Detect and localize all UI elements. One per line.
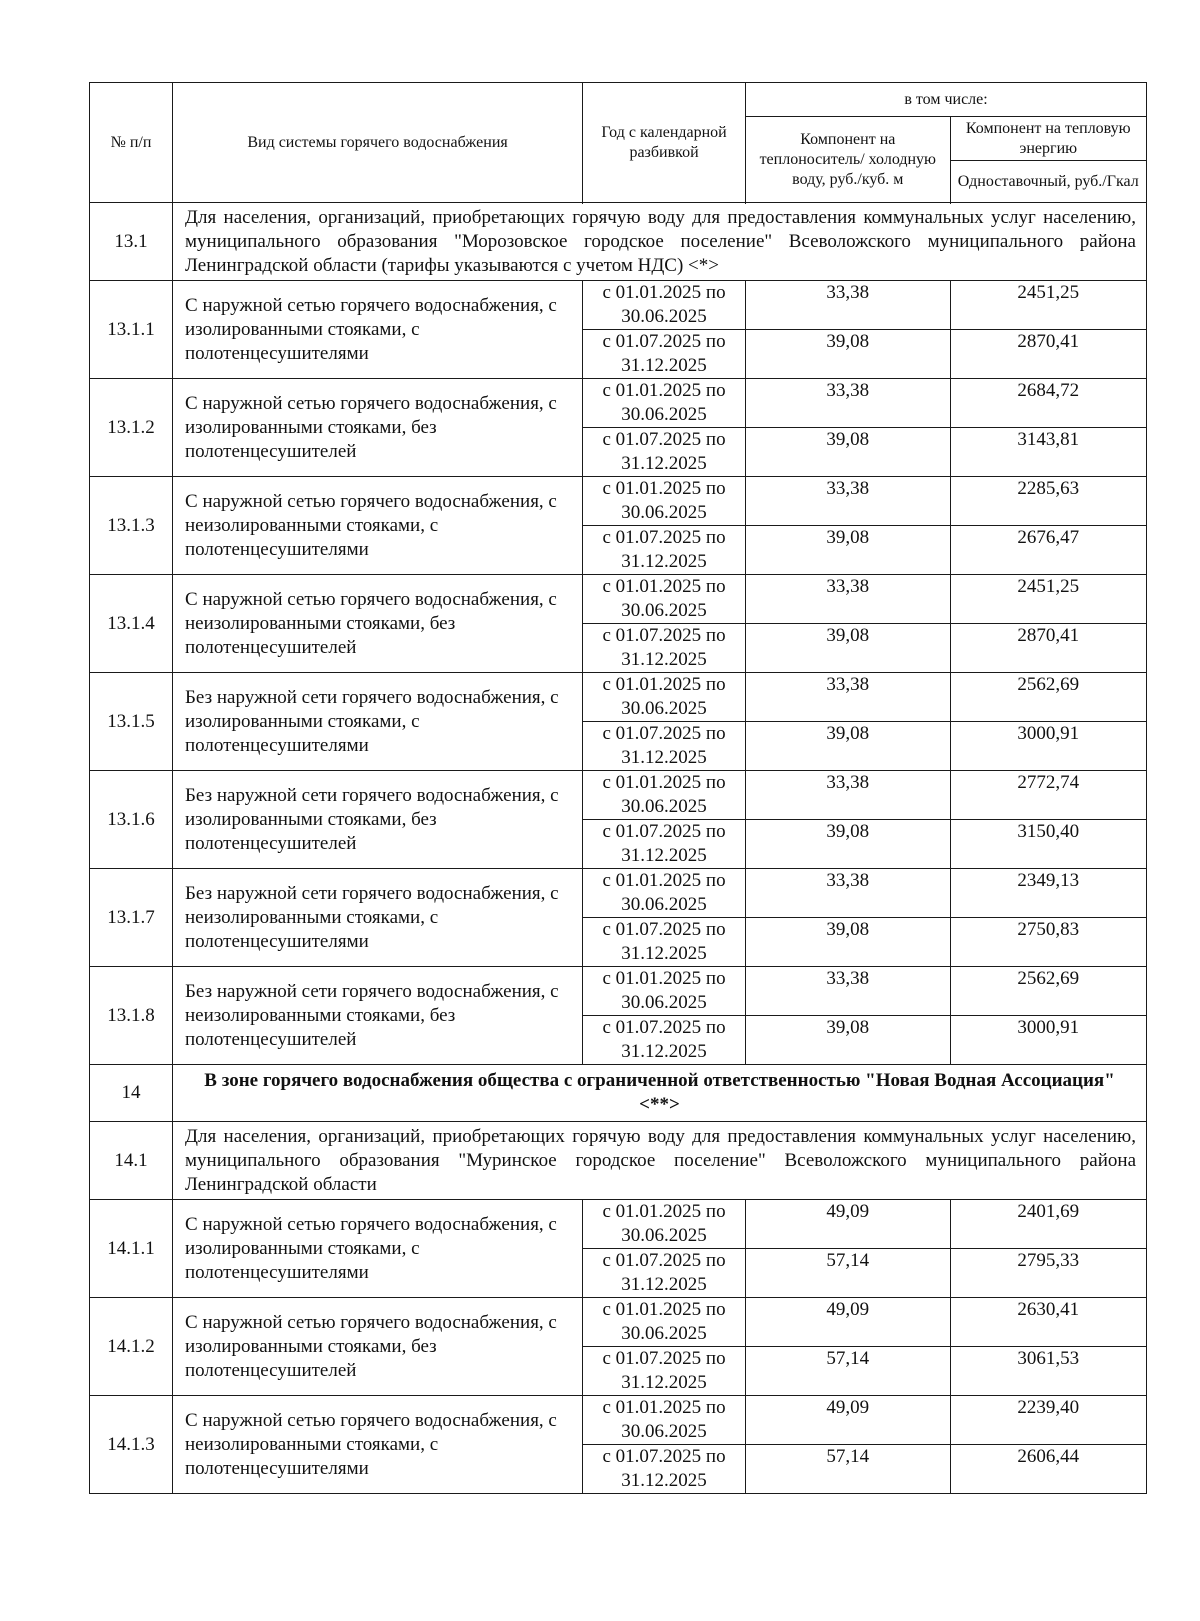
period-cell: с 01.01.2025 по 30.06.2025 — [583, 1298, 746, 1347]
energy-value: 2772,74 — [950, 771, 1146, 820]
coolant-value: 57,14 — [746, 1347, 951, 1396]
coolant-value: 33,38 — [746, 771, 951, 820]
header-row — [90, 83, 1147, 117]
header-coolant: Компонент на теплоноситель/ холодную воду, руб./куб. м — [746, 117, 951, 203]
coolant-value: 39,08 — [746, 330, 951, 379]
period-cell: с 01.01.2025 по 30.06.2025 — [583, 673, 746, 722]
row-number: 14.1.3 — [90, 1396, 173, 1494]
header-num: № п/п — [90, 83, 173, 203]
coolant-value: 33,38 — [746, 967, 951, 1016]
table-row — [90, 575, 1147, 624]
period-cell: с 01.01.2025 по 30.06.2025 — [583, 379, 746, 428]
energy-value: 2285,63 — [950, 477, 1146, 526]
row-description: Без наружной сети горячего водоснабжения, с изолированными стояками, с полотенцесушителями — [173, 673, 583, 771]
coolant-value: 33,38 — [746, 575, 951, 624]
group-number: 14.1 — [90, 1122, 173, 1200]
energy-value: 3143,81 — [950, 428, 1146, 477]
period-cell: с 01.07.2025 по 31.12.2025 — [583, 526, 746, 575]
coolant-value: 49,09 — [746, 1200, 951, 1249]
table-row — [90, 281, 1147, 330]
coolant-value: 33,38 — [746, 379, 951, 428]
group-row — [90, 1122, 1147, 1200]
table-row — [90, 1200, 1147, 1249]
coolant-value: 33,38 — [746, 477, 951, 526]
energy-value: 2401,69 — [950, 1200, 1146, 1249]
period-cell: с 01.07.2025 по 31.12.2025 — [583, 1445, 746, 1494]
coolant-value: 33,38 — [746, 869, 951, 918]
energy-value: 2795,33 — [950, 1249, 1146, 1298]
zone-title: В зоне горячего водоснабжения общества с ограниченной ответственностью "Новая Водная Ассоциация" <**> — [173, 1065, 1147, 1122]
energy-value: 2239,40 — [950, 1396, 1146, 1445]
energy-value: 2562,69 — [950, 673, 1146, 722]
row-number: 13.1.5 — [90, 673, 173, 771]
period-cell: с 01.01.2025 по 30.06.2025 — [583, 967, 746, 1016]
row-description: Без наружной сети горячего водоснабжения, с изолированными стояками, без полотенцесушителей — [173, 771, 583, 869]
zone-row — [90, 1065, 1147, 1122]
row-description: С наружной сетью горячего водоснабжения, с изолированными стояками, с полотенцесушителями — [173, 281, 583, 379]
period-cell: с 01.01.2025 по 30.06.2025 — [583, 575, 746, 624]
period-cell: с 01.07.2025 по 31.12.2025 — [583, 918, 746, 967]
row-number: 14.1.1 — [90, 1200, 173, 1298]
energy-value: 2451,25 — [950, 575, 1146, 624]
zone-number: 14 — [90, 1065, 173, 1122]
period-cell: с 01.01.2025 по 30.06.2025 — [583, 869, 746, 918]
row-description: Без наружной сети горячего водоснабжения, с неизолированными стояками, с полотенцесушителями — [173, 869, 583, 967]
energy-value: 2684,72 — [950, 379, 1146, 428]
row-description: С наружной сетью горячего водоснабжения, с изолированными стояками, без полотенцесушителей — [173, 379, 583, 477]
row-number: 13.1.8 — [90, 967, 173, 1065]
energy-value: 2870,41 — [950, 330, 1146, 379]
period-cell: с 01.01.2025 по 30.06.2025 — [583, 771, 746, 820]
row-number: 13.1.3 — [90, 477, 173, 575]
table-row — [90, 1298, 1147, 1347]
coolant-value: 57,14 — [746, 1445, 951, 1494]
coolant-value: 49,09 — [746, 1396, 951, 1445]
row-description: Без наружной сети горячего водоснабжения, с неизолированными стояками, без полотенцесушителей — [173, 967, 583, 1065]
row-number: 13.1.6 — [90, 771, 173, 869]
period-cell: с 01.07.2025 по 31.12.2025 — [583, 1347, 746, 1396]
period-cell: с 01.07.2025 по 31.12.2025 — [583, 428, 746, 477]
group-row — [90, 203, 1147, 281]
row-number: 14.1.2 — [90, 1298, 173, 1396]
coolant-value: 39,08 — [746, 820, 951, 869]
row-number: 13.1.1 — [90, 281, 173, 379]
header-including: в том числе: — [746, 83, 1147, 117]
row-number: 13.1.4 — [90, 575, 173, 673]
table-row — [90, 771, 1147, 820]
table-row — [90, 477, 1147, 526]
coolant-value: 39,08 — [746, 722, 951, 771]
coolant-value: 49,09 — [746, 1298, 951, 1347]
table-row — [90, 379, 1147, 428]
header-energy-sub: Одноставочный, руб./Гкал — [950, 161, 1146, 203]
period-cell: с 01.07.2025 по 31.12.2025 — [583, 624, 746, 673]
coolant-value: 33,38 — [746, 281, 951, 330]
period-cell: с 01.07.2025 по 31.12.2025 — [583, 1016, 746, 1065]
energy-value: 2676,47 — [950, 526, 1146, 575]
coolant-value: 39,08 — [746, 918, 951, 967]
period-cell: с 01.07.2025 по 31.12.2025 — [583, 330, 746, 379]
row-number: 13.1.2 — [90, 379, 173, 477]
coolant-value: 33,38 — [746, 673, 951, 722]
header-energy: Компонент на тепловую энергию — [950, 117, 1146, 161]
row-description: С наружной сетью горячего водоснабжения, с неизолированными стояками, с полотенцесушителями — [173, 477, 583, 575]
table-row — [90, 1396, 1147, 1445]
energy-value: 2750,83 — [950, 918, 1146, 967]
coolant-value: 39,08 — [746, 428, 951, 477]
row-description: С наружной сетью горячего водоснабжения, с изолированными стояками, с полотенцесушителями — [173, 1200, 583, 1298]
period-cell: с 01.07.2025 по 31.12.2025 — [583, 1249, 746, 1298]
coolant-value: 39,08 — [746, 526, 951, 575]
coolant-value: 39,08 — [746, 1016, 951, 1065]
coolant-value: 39,08 — [746, 624, 951, 673]
tariff-table — [89, 82, 1147, 1494]
energy-value: 2630,41 — [950, 1298, 1146, 1347]
group-description: Для населения, организаций, приобретающих горячую воду для предоставления коммунальных услуг населению, муниципального образования "Муринское городское поселение" Всеволожского муниципального района Ленинградской области — [173, 1122, 1147, 1200]
table-row — [90, 967, 1147, 1016]
coolant-value: 57,14 — [746, 1249, 951, 1298]
group-number: 13.1 — [90, 203, 173, 281]
period-cell: с 01.01.2025 по 30.06.2025 — [583, 1200, 746, 1249]
energy-value: 3000,91 — [950, 722, 1146, 771]
energy-value: 3000,91 — [950, 1016, 1146, 1065]
period-cell: с 01.01.2025 по 30.06.2025 — [583, 1396, 746, 1445]
period-cell: с 01.07.2025 по 31.12.2025 — [583, 820, 746, 869]
row-number: 13.1.7 — [90, 869, 173, 967]
energy-value: 3150,40 — [950, 820, 1146, 869]
header-type: Вид системы горячего водоснабжения — [173, 83, 583, 203]
energy-value: 2451,25 — [950, 281, 1146, 330]
row-description: С наружной сетью горячего водоснабжения, с изолированными стояками, без полотенцесушителей — [173, 1298, 583, 1396]
energy-value: 3061,53 — [950, 1347, 1146, 1396]
row-description: С наружной сетью горячего водоснабжения, с неизолированными стояками, с полотенцесушителями — [173, 1396, 583, 1494]
energy-value: 2349,13 — [950, 869, 1146, 918]
row-description: С наружной сетью горячего водоснабжения, с неизолированными стояками, без полотенцесушителей — [173, 575, 583, 673]
group-description: Для населения, организаций, приобретающих горячую воду для предоставления коммунальных услуг населению, муниципального образования "Морозовское городское поселение" Всеволожского муниципального района Ленинградской области (тарифы указываются с учетом НДС) <*> — [173, 203, 1147, 281]
period-cell: с 01.07.2025 по 31.12.2025 — [583, 722, 746, 771]
period-cell: с 01.01.2025 по 30.06.2025 — [583, 477, 746, 526]
energy-value: 2870,41 — [950, 624, 1146, 673]
energy-value: 2562,69 — [950, 967, 1146, 1016]
table-row — [90, 869, 1147, 918]
table-row — [90, 673, 1147, 722]
energy-value: 2606,44 — [950, 1445, 1146, 1494]
period-cell: с 01.01.2025 по 30.06.2025 — [583, 281, 746, 330]
header-year: Год с календарной разбивкой — [583, 83, 746, 203]
